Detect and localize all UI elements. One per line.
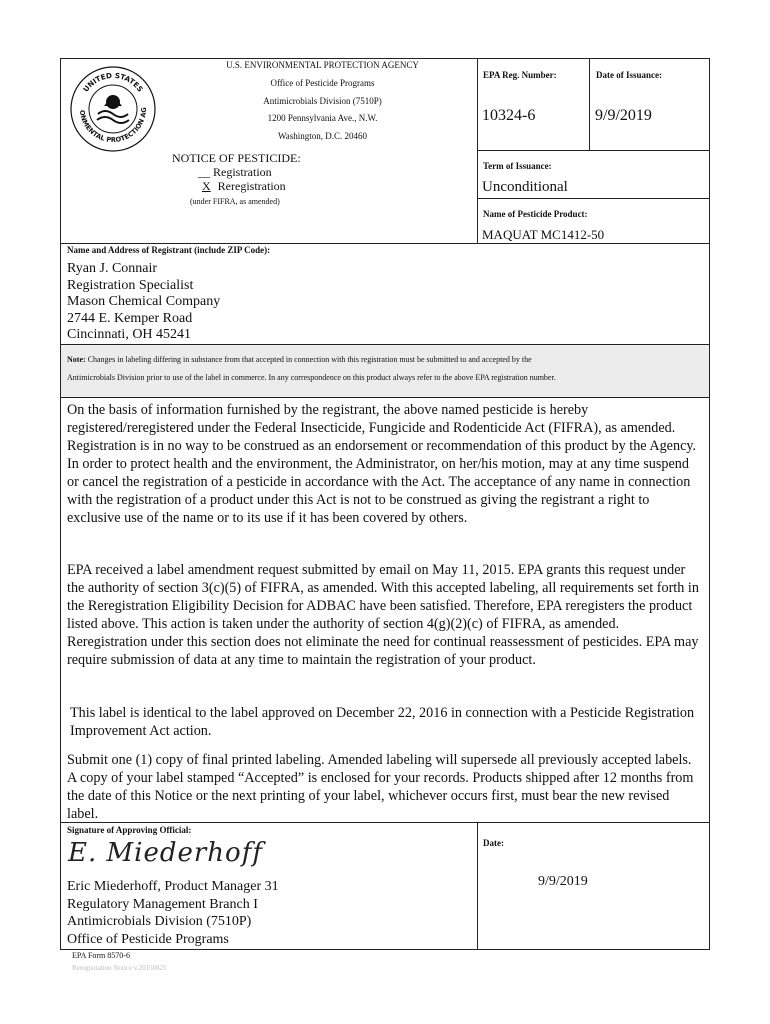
date-issuance-label: Date of Issuance: — [596, 70, 662, 80]
signature-vertical-divider — [477, 822, 478, 950]
note-line1: Changes in labeling differing in substance from that accepted in connection with this registration must be submitted to and accepted by the — [85, 355, 532, 364]
address-line1: 1200 Pennsylvania Ave., N.W. — [267, 113, 378, 123]
svg-text:ENVIRONMENTAL PROTECTION AGENC: ONMENTAL PROTECTION AG — [77, 107, 149, 145]
date-vertical-divider — [589, 58, 590, 150]
signature-script: E. Miederhoff — [68, 838, 263, 868]
note-line2: Antimicrobials Division prior to use of the label in commerce. In any correspondence on this product always refer to the above EPA registration number. — [67, 373, 556, 382]
epa-seal — [68, 64, 158, 154]
reregistration-label: Reregistration — [217, 179, 286, 193]
registrant-line: Ryan J. Connair — [67, 261, 158, 276]
registration-option: __ Registration — [198, 165, 272, 179]
under-fifra: (under FIFRA, as amended) — [190, 197, 280, 206]
division-name: Antimicrobials Division (7510P) — [263, 96, 382, 106]
handwritten-signature — [68, 838, 263, 868]
note-text-line1 — [67, 355, 707, 364]
signatory-office: Office of Pesticide Programs — [67, 931, 229, 947]
signatory-division: Antimicrobials Division (7510P) — [67, 914, 252, 929]
term-row-divider — [477, 198, 710, 199]
body-paragraph-4: Submit one (1) copy of final printed labeling. Amended labeling will supersede all previously accepted labels. A copy of your label stamped “Accepted” is enclosed for your records. Products shipped after 12 months from the date of this Notice or the next printing of your label, whichever occurs first, must bear the new revised label. — [67, 752, 694, 822]
note-bottom-divider — [60, 397, 710, 398]
product-name-value: MAQUAT MC1412-50 — [482, 227, 605, 242]
body-paragraph-1: On the basis of information furnished by the registrant, the above named pesticide is hereby registered/reregistered under the Federal Insecticide, Fungicide and Rodenticide Act (FIFRA), as amended. Registration is in no way to be construed as an endorsement or recommendation of this product by the Agency. In order to protect health and the environment, the Administrator, on her/his motion, may at any time suspend or cancel the registration of a pesticide in accordance with the Act. The acceptance of any name in connection with the registration of a product under this Act is not to be construed as giving the registrant a right to exclusive use of the name or to its use if it has been covered by others. — [67, 402, 697, 526]
signature-label: Signature of Approving Official: — [67, 825, 192, 835]
office-name: Office of Pesticide Programs — [270, 78, 375, 88]
address-line2: Washington, D.C. 20460 — [277, 131, 368, 141]
signature-top-divider — [60, 822, 710, 823]
reg-row-divider — [477, 150, 710, 151]
registrant-line: Cincinnati, OH 45241 — [67, 327, 192, 342]
registrant-line: Mason Chemical Company — [67, 294, 221, 309]
signatory-block — [67, 878, 279, 948]
reregistration-option — [198, 179, 286, 194]
registrant-label: Name and Address of Registrant (include ZIP Code): — [67, 245, 271, 255]
registrant-address — [67, 261, 220, 344]
header-bottom-divider — [60, 243, 710, 244]
term-value: Unconditional — [482, 179, 568, 195]
agency-name: U.S. ENVIRONMENTAL PROTECTION AGENCY — [226, 60, 419, 70]
note-prefix: Note: — [67, 355, 86, 364]
frame-bottom — [60, 949, 710, 950]
frame-left — [60, 58, 61, 950]
frame-right — [709, 58, 710, 950]
reg-number-value: 10324-6 — [482, 107, 536, 124]
note-box — [61, 345, 709, 397]
date-issuance-value: 9/9/2019 — [595, 107, 652, 124]
reg-number-label: EPA Reg. Number: — [483, 70, 557, 80]
signatory-branch: Regulatory Management Branch I — [67, 896, 258, 912]
signature-date-value: 9/9/2019 — [538, 874, 588, 889]
registrant-line: Registration Specialist — [67, 277, 194, 293]
registrant-line: 2744 E. Kemper Road — [67, 310, 193, 326]
body-paragraph-3: This label is identical to the label approved on December 22, 2016 in connection with a Pesticide Registration Improvement Act action. — [70, 705, 695, 739]
header-vertical-divider — [477, 58, 478, 244]
frame-top — [60, 58, 710, 59]
notice-title: NOTICE OF PESTICIDE: — [172, 151, 301, 165]
form-number: EPA Form 8570-6 — [72, 951, 130, 960]
term-label: Term of Issuance: — [483, 161, 552, 171]
svg-text:UNITED STATES: UNITED STATES — [81, 70, 145, 94]
form-version: Reregistration Notice v.20150821 — [72, 964, 167, 972]
product-name-label: Name of Pesticide Product: — [483, 209, 588, 219]
body-paragraph-2: EPA received a label amendment request submitted by email on May 11, 2015. EPA grants this request under the authority of section 3(c)(5) of FIFRA, as amended. With this accepted labeling, all requirements set forth in the Reregistration Eligibility Decision for ADBAC have been satisfied. Therefore, EPA reregisters the product listed above. This action is taken under the authority of section 4(g)(2)(c) of FIFRA, as amended. Reregistration under this section does not eliminate the need for continual reassessment of pesticides. EPA may require submission of data at any time to maintain the registration of your product. — [67, 562, 699, 668]
signature-date-label: Date: — [483, 838, 504, 848]
signatory-name: Eric Miederhoff, Product Manager 31 — [67, 879, 279, 894]
reregistration-mark: X — [202, 179, 211, 193]
